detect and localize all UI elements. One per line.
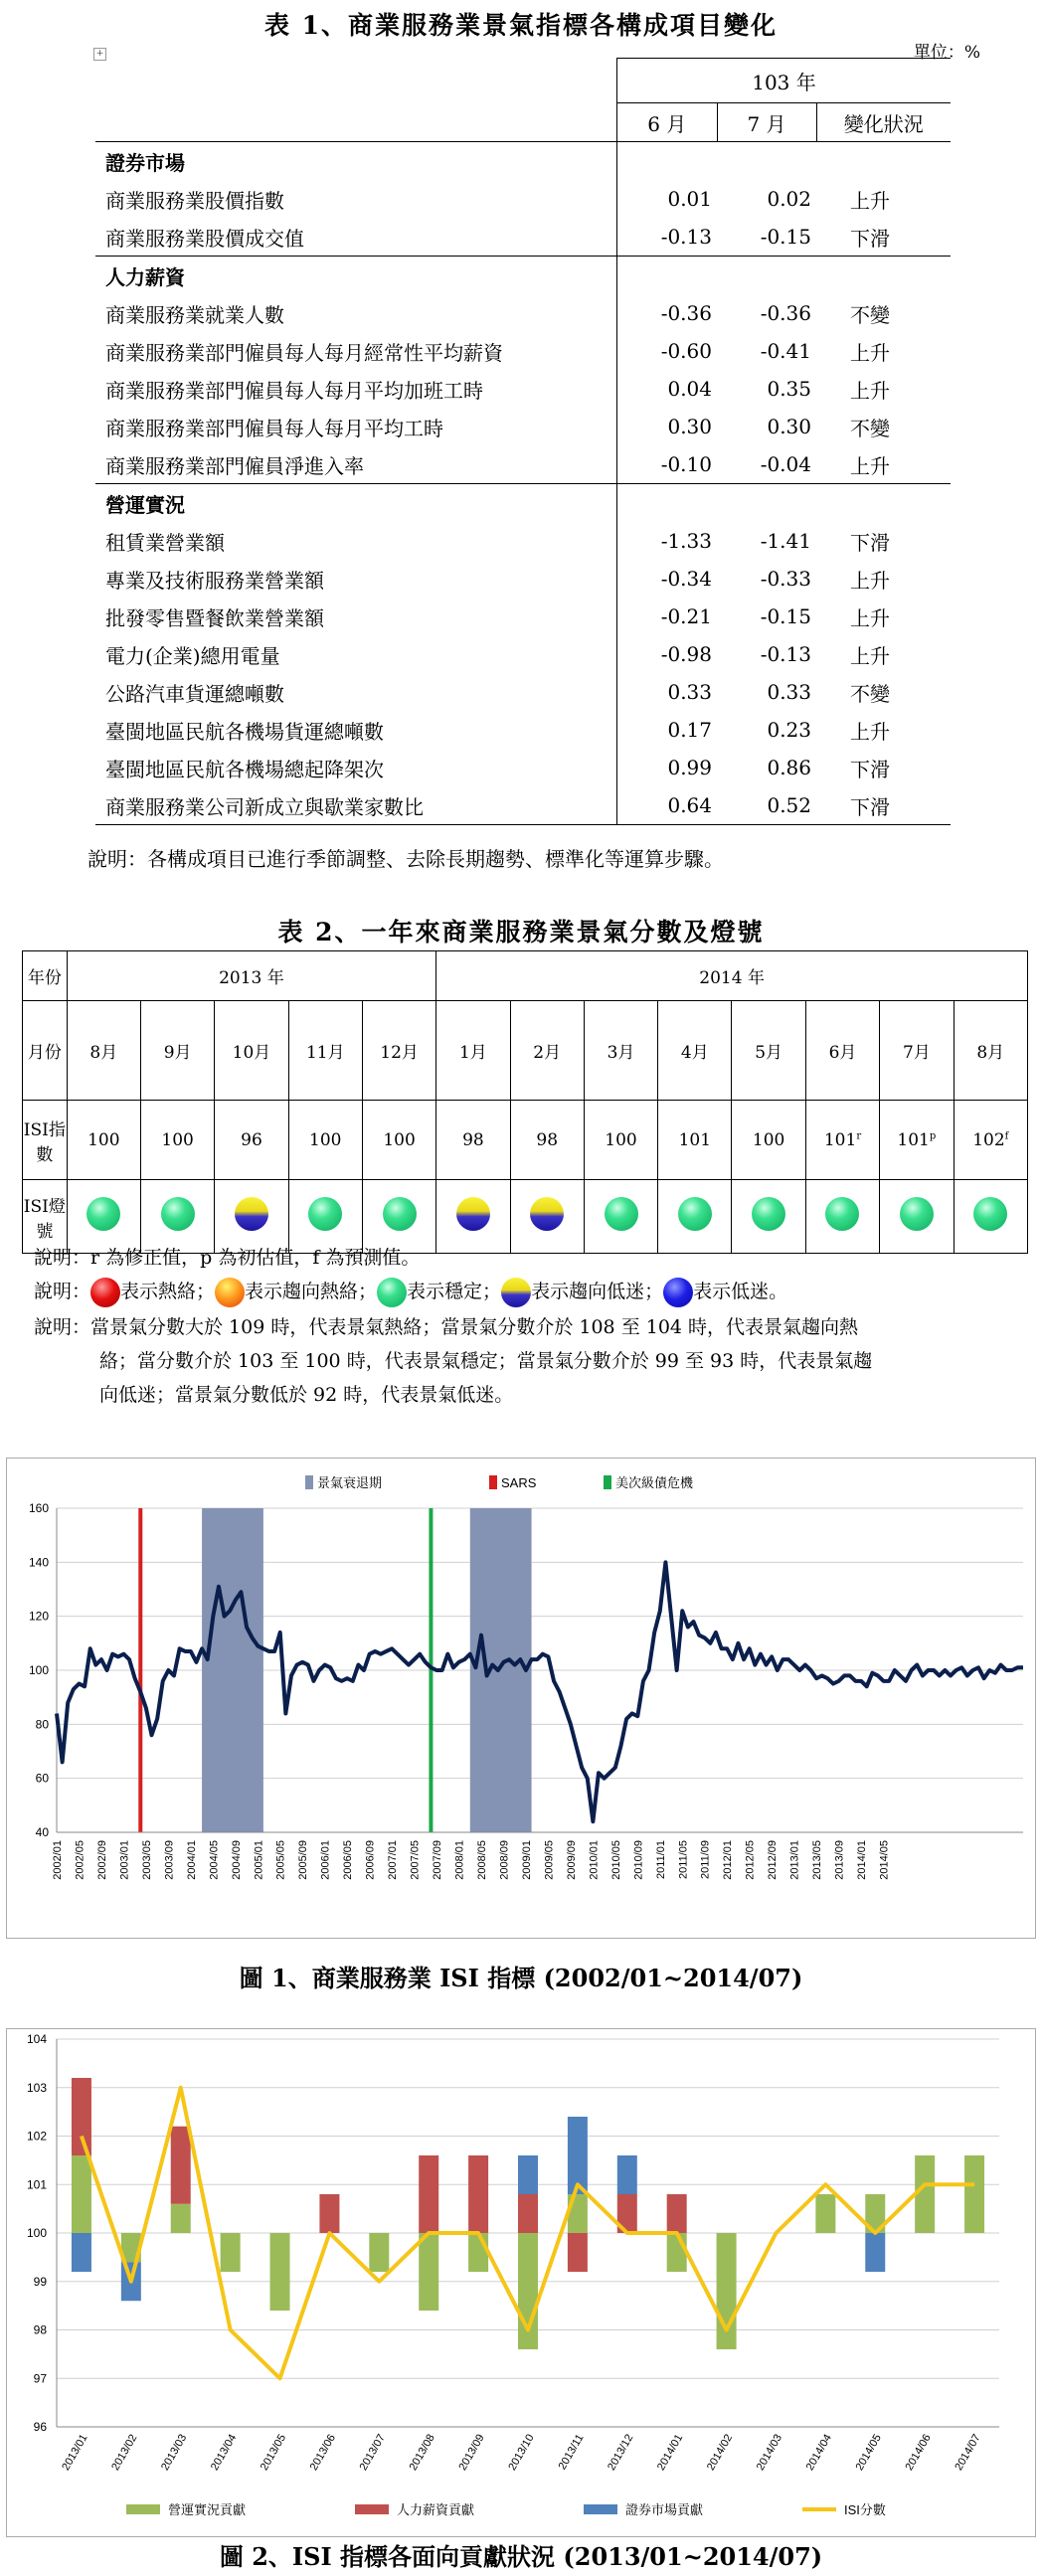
y-tick-label: 160 xyxy=(28,1501,49,1515)
month-cell: 8月 xyxy=(67,1001,140,1101)
jul-value: -1.41 xyxy=(760,529,811,553)
item-name: 專業及技術服務業營業額 xyxy=(95,560,617,598)
lamp-cell xyxy=(805,1180,879,1254)
year-2013: 2013 年 xyxy=(67,951,436,1001)
contribution-bar xyxy=(171,2204,191,2233)
value-mark: p xyxy=(929,1129,937,1141)
item-name: 商業服務業股價成交值 xyxy=(95,218,617,257)
month-cell: 4月 xyxy=(658,1001,732,1101)
x-tick-label: 2002/05 xyxy=(74,1840,87,1880)
jun-value: 0.33 xyxy=(667,680,712,704)
x-tick-label: 2006/01 xyxy=(319,1840,332,1880)
legend-label: 美次級債危機 xyxy=(615,1475,694,1490)
y-tick-label: 100 xyxy=(26,2226,47,2240)
jun-value: -0.10 xyxy=(660,452,712,476)
stable-lamp-icon xyxy=(383,1197,417,1231)
table1-row xyxy=(95,522,951,560)
stable-lamp-icon xyxy=(161,1197,195,1231)
table1 xyxy=(95,58,951,825)
x-tick-label: 2014/02 xyxy=(704,2432,736,2473)
change-status: 不變 xyxy=(850,681,890,706)
isi-value: 101 xyxy=(678,1129,712,1150)
x-tick-label: 2013/05 xyxy=(811,1840,824,1880)
jun-value: -0.34 xyxy=(660,567,712,591)
table1-row xyxy=(95,370,951,408)
table2-note3a: 說明：當景氣分數大於 109 時，代表景氣熱絡；當景氣分數介於 108 至 104 時，代表景氣趨向熱 xyxy=(34,1316,859,1338)
jul-value: 0.35 xyxy=(767,377,811,401)
x-tick-label: 2005/09 xyxy=(297,1840,310,1880)
jul-value: 0.52 xyxy=(717,786,816,825)
table1-row xyxy=(95,673,951,711)
trend-low-lamp-icon xyxy=(235,1197,268,1231)
x-tick-label: 2012/09 xyxy=(767,1840,780,1880)
y-tick-label: 97 xyxy=(33,2371,47,2386)
isi-value: 101 xyxy=(897,1129,930,1150)
x-tick-label: 2011/09 xyxy=(699,1840,712,1879)
item-name: 批發零售暨餐飲業營業額 xyxy=(95,598,617,635)
x-tick-label: 2004/01 xyxy=(185,1840,198,1880)
figure2-chart xyxy=(7,2029,1035,2536)
legend-swatch xyxy=(126,2504,160,2514)
change-status: 上升 xyxy=(850,643,890,668)
x-tick-label: 2014/04 xyxy=(803,2432,834,2473)
x-tick-label: 2006/05 xyxy=(342,1840,355,1880)
contribution-bar xyxy=(617,2155,637,2194)
contribution-bar xyxy=(221,2233,241,2272)
y-tick-label: 101 xyxy=(26,2177,47,2192)
depressed-lamp-icon xyxy=(663,1278,693,1307)
lamp-cell xyxy=(732,1180,805,1254)
isi-value: 100 xyxy=(161,1129,194,1150)
isi-value-cell xyxy=(954,1101,1027,1180)
y-tick-label: 40 xyxy=(35,1825,49,1839)
change-status: 上升 xyxy=(850,568,890,593)
lamp-cell xyxy=(954,1180,1027,1254)
table1-row xyxy=(95,598,951,635)
x-tick-label: 2014/03 xyxy=(754,2432,785,2473)
y-tick-label: 99 xyxy=(33,2274,47,2289)
table1-row xyxy=(95,180,951,218)
contribution-bar xyxy=(319,2194,339,2233)
legend-swatch xyxy=(355,2504,389,2514)
year-label: 年份 xyxy=(23,951,68,1001)
table1-row xyxy=(95,635,951,673)
x-tick-label: 2011/05 xyxy=(677,1840,690,1879)
change-status: 不變 xyxy=(850,302,890,327)
x-tick-label: 2010/09 xyxy=(632,1840,645,1880)
legend-swatch xyxy=(584,2504,617,2514)
legend-swatch xyxy=(489,1475,497,1489)
stable-lamp-icon xyxy=(87,1197,120,1231)
jun-value: -1.33 xyxy=(660,529,712,553)
stable-lamp-icon xyxy=(605,1197,638,1231)
item-name: 臺閩地區民航各機場總起降架次 xyxy=(95,749,617,786)
jul-value: -0.36 xyxy=(760,301,811,325)
jun-value: 0.17 xyxy=(667,718,712,742)
month-cell: 8月 xyxy=(954,1001,1027,1101)
isi-value: 98 xyxy=(462,1129,484,1150)
isi-value: 102 xyxy=(972,1129,1005,1150)
stable-lamp-icon xyxy=(825,1197,859,1231)
table1-title: 表 1、商業服務業景氣指標各構成項目變化 xyxy=(263,11,779,40)
isi-value-cell xyxy=(584,1101,657,1180)
table1-row xyxy=(95,749,951,786)
y-tick-label: 80 xyxy=(35,1717,49,1732)
lamp-cell xyxy=(658,1180,732,1254)
change-status: 上升 xyxy=(850,605,890,630)
contribution-bar xyxy=(171,2127,191,2204)
table1-row xyxy=(95,786,951,825)
table1-year-header: 103 年 xyxy=(617,59,952,103)
x-tick-label: 2003/09 xyxy=(163,1840,176,1880)
year-2014: 2014 年 xyxy=(436,951,1028,1001)
month-label: 月份 xyxy=(23,1001,68,1101)
isi-value: 100 xyxy=(309,1129,342,1150)
legend-label: 景氣衰退期 xyxy=(317,1475,383,1490)
month-cell: 7月 xyxy=(880,1001,954,1101)
isi-value: 100 xyxy=(87,1129,120,1150)
jun-value: -0.60 xyxy=(660,339,712,363)
jun-value: -0.98 xyxy=(660,642,712,666)
contribution-bar xyxy=(518,2194,538,2233)
contribution-bar xyxy=(72,2233,91,2272)
table1-row xyxy=(95,294,951,332)
item-name: 商業服務業公司新成立與歇業家數比 xyxy=(95,786,617,825)
lamp-cell xyxy=(584,1180,657,1254)
trend-low-lamp-icon xyxy=(501,1278,531,1307)
x-tick-label: 2009/09 xyxy=(565,1840,578,1880)
isi-value: 98 xyxy=(536,1129,559,1150)
change-status: 下滑 xyxy=(850,226,890,251)
x-tick-label: 2014/05 xyxy=(853,2432,884,2473)
isi-value-cell xyxy=(67,1101,140,1180)
isi-value-cell xyxy=(362,1101,435,1180)
table1-col-change: 變化狀況 xyxy=(816,103,951,142)
isi-value: 96 xyxy=(241,1129,262,1150)
jul-value: -0.15 xyxy=(760,604,811,628)
item-name: 商業服務業部門僱員每人每月平均加班工時 xyxy=(95,370,617,408)
x-tick-label: 2004/05 xyxy=(208,1840,221,1880)
month-cell: 2月 xyxy=(510,1001,584,1101)
x-tick-label: 2013/09 xyxy=(456,2432,487,2473)
contribution-bar xyxy=(964,2155,984,2233)
change-status: 下滑 xyxy=(816,786,951,825)
x-tick-label: 2013/09 xyxy=(833,1840,846,1880)
x-tick-label: 2013/08 xyxy=(407,2432,437,2473)
item-name: 商業服務業部門僱員每人每月經常性平均薪資 xyxy=(95,332,617,370)
jul-value: 0.30 xyxy=(767,415,811,438)
item-name: 商業服務業就業人數 xyxy=(95,294,617,332)
isi-value-cell xyxy=(215,1101,288,1180)
contribution-bar xyxy=(419,2233,438,2311)
x-tick-label: 2010/01 xyxy=(588,1840,601,1880)
isi-value-cell xyxy=(805,1101,879,1180)
x-tick-label: 2013/12 xyxy=(606,2432,636,2473)
contribution-bar xyxy=(865,2233,885,2272)
table1-row xyxy=(95,408,951,445)
isi-value-cell xyxy=(658,1101,732,1180)
jul-value: -0.13 xyxy=(760,642,811,666)
jun-value: 0.04 xyxy=(667,377,712,401)
item-name: 臺閩地區民航各機場貨運總噸數 xyxy=(95,711,617,749)
jun-value: 0.64 xyxy=(617,786,718,825)
isi-line xyxy=(57,1562,1023,1821)
section-header: 人力薪資 xyxy=(95,257,617,295)
x-tick-label: 2013/06 xyxy=(307,2432,339,2473)
jul-value: 0.02 xyxy=(767,187,811,211)
stable-lamp-icon xyxy=(900,1197,934,1231)
y-tick-label: 120 xyxy=(28,1609,49,1624)
recession-band xyxy=(470,1508,532,1832)
isi-value-cell xyxy=(732,1101,805,1180)
change-status: 不變 xyxy=(850,416,890,440)
x-tick-label: 2013/05 xyxy=(258,2432,289,2473)
x-tick-label: 2002/09 xyxy=(95,1840,108,1880)
x-tick-label: 2008/01 xyxy=(453,1840,466,1880)
jun-value: -0.13 xyxy=(660,225,712,249)
month-cell: 6月 xyxy=(805,1001,879,1101)
figure1-caption: 圖 1、商業服務業 ISI 指標 (2002/01~2014/07) xyxy=(239,1964,803,1992)
table1-unit: 單位：% xyxy=(913,43,980,63)
jun-value: -0.36 xyxy=(660,301,712,325)
legend-label: SARS xyxy=(501,1475,537,1490)
y-tick-label: 140 xyxy=(28,1555,49,1570)
isi-value-cell xyxy=(288,1101,362,1180)
x-tick-label: 2005/01 xyxy=(253,1840,265,1880)
jul-value: -0.04 xyxy=(760,452,811,476)
x-tick-label: 2013/10 xyxy=(506,2432,537,2473)
x-tick-label: 2014/05 xyxy=(878,1840,891,1880)
y-tick-label: 100 xyxy=(28,1663,49,1677)
item-name: 商業服務業股價指數 xyxy=(95,180,617,218)
isi-value-cell xyxy=(140,1101,214,1180)
table1-row xyxy=(95,711,951,749)
month-cell: 11月 xyxy=(288,1001,362,1101)
x-tick-label: 2013/01 xyxy=(60,2432,90,2473)
jul-value: -0.41 xyxy=(760,339,811,363)
contribution-bar xyxy=(468,2233,488,2272)
y-tick-label: 98 xyxy=(33,2322,47,2337)
jul-value: -0.33 xyxy=(760,567,811,591)
warming-lamp-icon xyxy=(215,1278,245,1307)
x-tick-label: 2013/01 xyxy=(788,1840,801,1880)
lamp-cell xyxy=(510,1180,584,1254)
jul-value: 0.23 xyxy=(767,718,811,742)
x-tick-label: 2007/01 xyxy=(387,1840,400,1880)
item-name: 租賃業營業額 xyxy=(95,522,617,560)
recession-band xyxy=(202,1508,263,1832)
figure1-chart xyxy=(7,1459,1035,1938)
contribution-bar xyxy=(369,2233,389,2272)
lamp-cell xyxy=(436,1180,510,1254)
contribution-bar xyxy=(468,2155,488,2233)
x-tick-label: 2007/09 xyxy=(432,1840,444,1880)
month-cell: 5月 xyxy=(732,1001,805,1101)
stable-lamp-icon xyxy=(752,1197,785,1231)
table2-note3c: 向低迷；當景氣分數低於 92 時，代表景氣低迷。 xyxy=(99,1384,514,1406)
x-tick-label: 2005/05 xyxy=(274,1840,287,1880)
jun-value: -0.21 xyxy=(660,604,712,628)
isi-value: 100 xyxy=(605,1129,637,1150)
x-tick-label: 2003/05 xyxy=(140,1840,153,1880)
y-tick-label: 104 xyxy=(26,2032,47,2046)
lamp-label: ISI燈號 xyxy=(23,1180,68,1254)
x-tick-label: 2012/05 xyxy=(744,1840,757,1880)
x-tick-label: 2008/09 xyxy=(498,1840,511,1880)
x-tick-label: 2009/01 xyxy=(520,1840,533,1880)
x-tick-label: 2004/09 xyxy=(230,1840,243,1880)
contribution-bar xyxy=(518,2155,538,2194)
item-name: 商業服務業部門僱員每人每月平均工時 xyxy=(95,408,617,445)
table1-col-jun: 6 月 xyxy=(617,103,718,142)
contribution-bar xyxy=(419,2155,438,2233)
x-tick-label: 2013/04 xyxy=(208,2432,240,2473)
legend-label: ISI分數 xyxy=(844,2502,886,2517)
table-anchor-icon[interactable]: + xyxy=(93,48,106,61)
legend-label: 營運實況貢獻 xyxy=(168,2502,247,2517)
isi-value: 101 xyxy=(823,1129,857,1150)
change-status: 上升 xyxy=(850,378,890,403)
change-status: 上升 xyxy=(850,719,890,744)
table2-note1: 說明：r 為修正值，p 為初估值，f 為預測值。 xyxy=(34,1247,421,1269)
figure1-frame xyxy=(6,1458,1036,1939)
month-cell: 12月 xyxy=(362,1001,435,1101)
legend-label: 人力薪資貢獻 xyxy=(397,2502,475,2517)
x-tick-label: 2012/01 xyxy=(722,1840,735,1880)
trend-low-lamp-icon xyxy=(456,1197,490,1231)
change-status: 下滑 xyxy=(850,757,890,781)
x-tick-label: 2014/01 xyxy=(655,2432,686,2473)
change-status: 上升 xyxy=(850,340,890,365)
legend-swatch xyxy=(305,1475,313,1489)
jul-value: 0.86 xyxy=(767,756,811,779)
isi-value: 100 xyxy=(752,1129,785,1150)
month-cell: 9月 xyxy=(140,1001,214,1101)
table1-col-jul: 7 月 xyxy=(717,103,816,142)
item-name: 公路汽車貨運總噸數 xyxy=(95,673,617,711)
y-tick-label: 60 xyxy=(35,1771,49,1786)
month-cell: 3月 xyxy=(584,1001,657,1101)
x-tick-label: 2013/07 xyxy=(357,2432,388,2473)
figure2-caption: 圖 2、ISI 指標各面向貢獻狀況 (2013/01~2014/07) xyxy=(219,2542,823,2571)
x-tick-label: 2013/11 xyxy=(556,2432,587,2473)
contribution-bar xyxy=(72,2155,91,2233)
section-header: 營運實況 xyxy=(95,484,617,523)
section-header: 證券市場 xyxy=(95,142,617,181)
x-tick-label: 2007/05 xyxy=(409,1840,422,1880)
table1-row xyxy=(95,445,951,484)
change-status: 上升 xyxy=(850,188,890,213)
figure2-frame xyxy=(6,2028,1036,2537)
x-tick-label: 2014/06 xyxy=(903,2432,934,2473)
jul-value: 0.33 xyxy=(767,680,811,704)
trend-low-lamp-icon xyxy=(530,1197,564,1231)
contribution-bar xyxy=(667,2233,687,2272)
x-tick-label: 2006/09 xyxy=(364,1840,377,1880)
x-tick-label: 2013/03 xyxy=(159,2432,190,2473)
x-tick-label: 2014/01 xyxy=(856,1840,869,1880)
lamp-cell xyxy=(880,1180,954,1254)
contribution-bar xyxy=(270,2233,290,2311)
x-tick-label: 2002/01 xyxy=(52,1840,64,1880)
isi-value-cell xyxy=(880,1101,954,1180)
x-tick-label: 2011/01 xyxy=(654,1840,667,1879)
y-tick-label: 96 xyxy=(33,2420,47,2434)
isi-value-cell xyxy=(436,1101,510,1180)
x-tick-label: 2010/05 xyxy=(609,1840,622,1880)
table1-note: 說明：各構成項目已進行季節調整、去除長期趨勢、標準化等運算步驟。 xyxy=(87,847,724,871)
change-status: 下滑 xyxy=(850,530,890,555)
table1-row xyxy=(95,332,951,370)
contribution-bar xyxy=(815,2194,835,2233)
stable-lamp-icon xyxy=(308,1197,342,1231)
legend-swatch xyxy=(604,1475,611,1489)
x-tick-label: 2003/01 xyxy=(118,1840,131,1880)
x-tick-label: 2009/05 xyxy=(543,1840,556,1880)
contribution-bar xyxy=(568,2233,588,2272)
isi-value-cell xyxy=(510,1101,584,1180)
item-name: 商業服務業部門僱員淨進入率 xyxy=(95,445,617,484)
table2-legend: 說明： 表示熱絡； 表示趨向熱絡； 表示穩定； 表示趨向低迷； 表示低迷。 xyxy=(34,1275,787,1308)
change-status: 上升 xyxy=(850,453,890,478)
contribution-bar xyxy=(72,2078,91,2155)
stable-lamp-icon xyxy=(973,1197,1007,1231)
jun-value: 0.01 xyxy=(667,187,712,211)
jun-value: 0.30 xyxy=(667,415,712,438)
item-name: 電力(企業)總用電量 xyxy=(95,635,617,673)
hot-lamp-icon xyxy=(90,1278,120,1307)
table1-row xyxy=(95,560,951,598)
jul-value: -0.15 xyxy=(760,225,811,249)
value-mark: f xyxy=(1004,1129,1009,1141)
x-tick-label: 2013/02 xyxy=(109,2432,140,2473)
stable-lamp-icon xyxy=(377,1278,407,1307)
y-tick-label: 103 xyxy=(26,2080,47,2095)
table2-title: 表 2、一年來商業服務業景氣分數及燈號 xyxy=(277,918,765,946)
month-cell: 10月 xyxy=(215,1001,288,1101)
x-tick-label: 2008/05 xyxy=(476,1840,489,1880)
isi-value: 100 xyxy=(383,1129,416,1150)
table2-note3b: 絡；當分數介於 103 至 100 時，代表景氣穩定；當景氣分數介於 99 至 93 時，代表景氣趨 xyxy=(99,1350,873,1372)
x-tick-label: 2014/07 xyxy=(953,2432,983,2473)
stable-lamp-icon xyxy=(678,1197,712,1231)
value-mark: r xyxy=(856,1129,862,1141)
contribution-bar xyxy=(667,2194,687,2233)
month-cell: 1月 xyxy=(436,1001,510,1101)
legend-label: 證券市場貢獻 xyxy=(625,2502,704,2517)
table2 xyxy=(22,950,1028,1254)
table1-row xyxy=(95,218,951,257)
isi-label: ISI指數 xyxy=(23,1101,68,1180)
contribution-bar xyxy=(915,2155,935,2233)
jun-value: 0.99 xyxy=(667,756,712,779)
y-tick-label: 102 xyxy=(26,2129,47,2144)
